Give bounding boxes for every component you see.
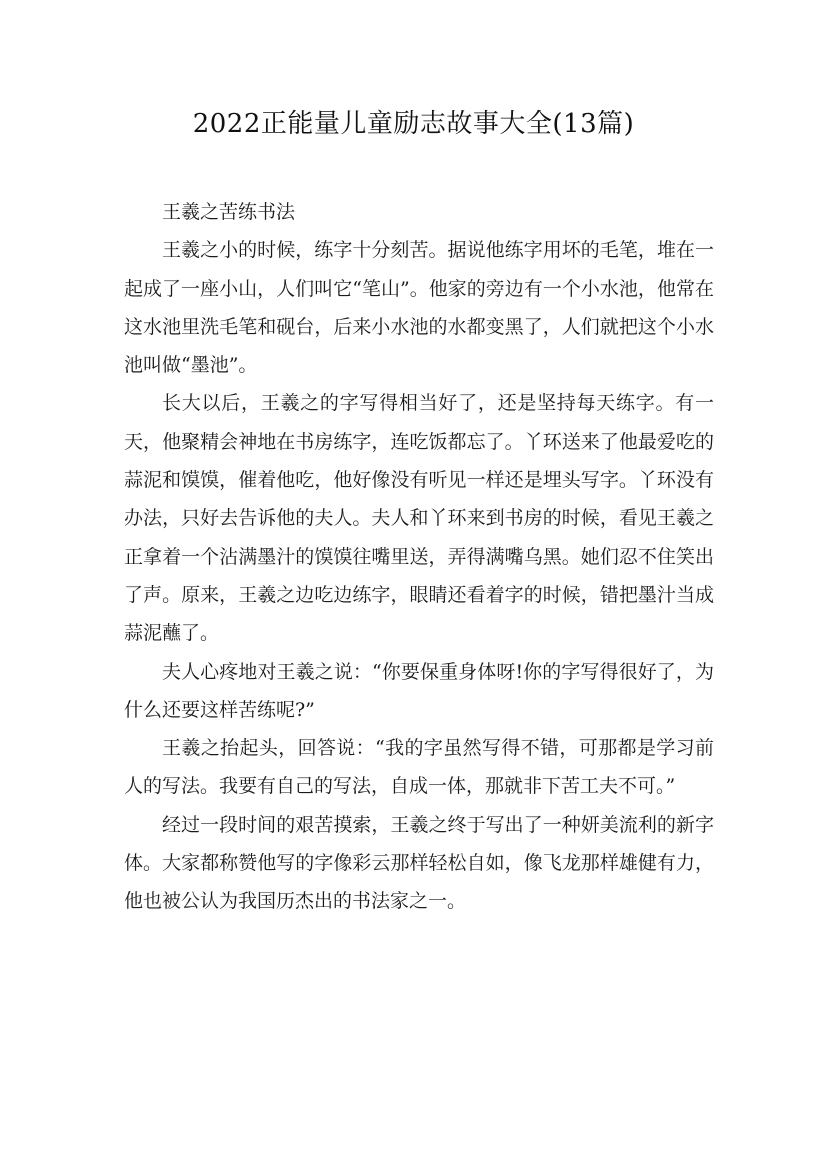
paragraph: 经过一段时间的艰苦摸索，王羲之终于写出了一种妍美流利的新字体。大家都称赞他写的字像彩云那样轻松自如，像飞龙那样雄健有力，他也被公认为我国历杰出的书法家之一。 bbox=[124, 813, 714, 913]
paragraph: 王羲之小的时候，练字十分刻苦。据说他练字用坏的毛笔，堆在一起成了一座小山，人们叫它“笔山”。他家的旁边有一个小水池，他常在这水池里洗毛笔和砚台，后来小水池的水都变黑了，人们就把这个小水池叫做“墨池”。 bbox=[124, 239, 714, 377]
paragraph: 长大以后，王羲之的字写得相当好了，还是坚持每天练字。有一天，他聚精会神地在书房练字，连吃饭都忘了。丫环送来了他最爱吃的蒜泥和馍馍，催着他吃，他好像没有听见一样还是埋头写字。丫环没有办法，只好去告诉他的夫人。夫人和丫环来到书房的时候，看见王羲之正拿着一个沾满墨汁的馍馍往嘴里送，弄得满嘴乌黑。她们忍不住笑出了声。原来，王羲之边吃边练字，眼睛还看着字的时候，错把墨汁当成蒜泥蘸了。 bbox=[124, 392, 714, 645]
paragraph: 夫人心疼地对王羲之说：“你要保重身体呀!你的字写得很好了，为什么还要这样苦练呢?” bbox=[124, 660, 714, 721]
document-title: 2022正能量儿童励志故事大全(13篇) bbox=[192, 109, 635, 139]
section-heading: 王羲之苦练书法 bbox=[162, 201, 296, 223]
paragraph: 王羲之抬起头，回答说：“我的字虽然写得不错，可那都是学习前人的写法。我要有自己的写法，自成一体，那就非下苦工夫不可。” bbox=[124, 737, 714, 798]
document-body bbox=[124, 193, 714, 921]
